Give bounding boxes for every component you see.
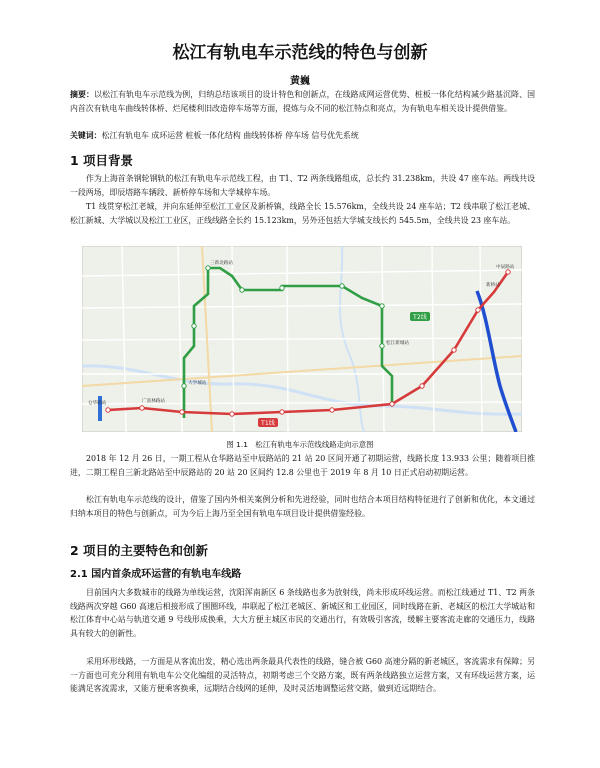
figure-caption: 图 1.1 松江有轨电车示范线线路走向示意图	[226, 440, 374, 449]
station-label: 中辰路站	[496, 265, 515, 270]
page-title: 松江有轨电车示范线的特色与创新	[172, 43, 428, 63]
station-label: 三新北路站	[210, 261, 233, 266]
section-2-paragraph-1: 目前国内大多数城市的线路为单线运营，沈阳浑南新区 6 条线路也多为放射线，尚未形成环线运营。而松江线通过 T1、T2 两条线路两次穿越 G60 高速后相接形成了围圈环线，串联起了松江老城区、新城区和工业园区，同时线路在新、老城区的松江大学城站和松江体育中心站与轨道交通 9 号线形成换乘，大大方便主城区市民的交通出行，有效吸引客流，缓解主要客流走廊的交通压力，线路具有较大的创新性。	[70, 588, 535, 638]
keywords-label: 关键词：	[70, 131, 102, 140]
t2-badge-label: T2线	[413, 314, 427, 321]
section-1-paragraph-3: 2018 年 12 月 26 日，一期工程从仓华路站至中辰路站的 21 站 20 区间开通了初期运营，线路长度 13.933 公里；随着项目推进，二期工程自三新北路站至中辰路站的 20 站 20 区间约 12.8 公里也于 2019 年 8 月 10 日正式启动初期运营。	[70, 454, 535, 477]
section-2-1-heading: 2.1 国内首条成环运营的有轨电车线路	[70, 569, 242, 580]
station-label: 仓华路站	[88, 401, 107, 406]
abstract	[70, 88, 535, 115]
station-label: 广富林路站	[142, 399, 165, 404]
author: 黄巍	[290, 76, 310, 87]
station-label: 松江新城站	[386, 341, 409, 346]
abstract-text: 以松江有轨电车示范线为例，归纳总结该项目的设计特色和创新点，在线路成网运营优势、桩板一体化结构减少路基沉降、国内首次有轨电车曲线转体桥、烂尾楼利旧改造停车场等方面，提炼与众不同的松江特点和亮点，为有轨电车相关设计提供借鉴。	[70, 90, 535, 113]
t1-badge-label: T1线	[261, 420, 275, 427]
section-1-paragraph-1: 作为上海首条钢轮钢轨的松江有轨电车示范线工程，由 T1、T2 两条线路组成，总长约 31.238km，共设 47 座车站。两线共设一段两场，即辰塔路车辆段、新桥停车场和大学城停车场。	[70, 174, 535, 197]
keywords-text: 松江有轨电车 成环运营 桩板一体化结构 曲线转体桥 停车场 信号优先系统	[101, 131, 359, 140]
section-1-paragraph-2: T1 线贯穿松江老城，并向东延伸至松江工业区及新桥镇，线路全长 15.576km，全线共设 24 座车站；T2 线串联了松江老城、松江新城、大学城以及松江工业区，正线线路全长约 15.123km，另外还包括大学城支线长约 545.5m，全线共设 23 座车站。	[70, 202, 535, 225]
station-label: 新桥站	[486, 283, 500, 288]
section-2-heading: 2 项目的主要特色和创新	[70, 543, 209, 558]
abstract-label: 摘要：	[70, 90, 95, 99]
keywords	[70, 129, 535, 143]
section-2-paragraph-2: 采用环形线路，一方面是从客流出发，精心选出两条最具代表性的线路，缝合被 G60 高速分隔的新老城区，客流需求有保障；另一方面也可充分利用有轨电车公交化编组的灵活特点，初期考虑三个交路方案，既有两条线路独立运营方案，又有环线运营方案，运能满足客流需求，又能方便乘客换乘，远期结合线网的延伸，及时灵活地调整运营交路，做到近远期结合。	[70, 657, 535, 694]
section-1-heading: 1 项目背景	[70, 153, 134, 168]
route-map	[82, 246, 522, 432]
station-label: 大学城站	[188, 381, 207, 386]
route-map-figure	[82, 246, 522, 432]
section-1-paragraph-4: 松江有轨电车示范线的设计，借鉴了国内外相关案例分析和先进经验，同时也结合本项目结构特征进行了创新和优化，本文通过归纳本项目的特色与创新点，可为今后上海乃至全国有轨电车项目设计提供借鉴经验。	[70, 495, 535, 518]
